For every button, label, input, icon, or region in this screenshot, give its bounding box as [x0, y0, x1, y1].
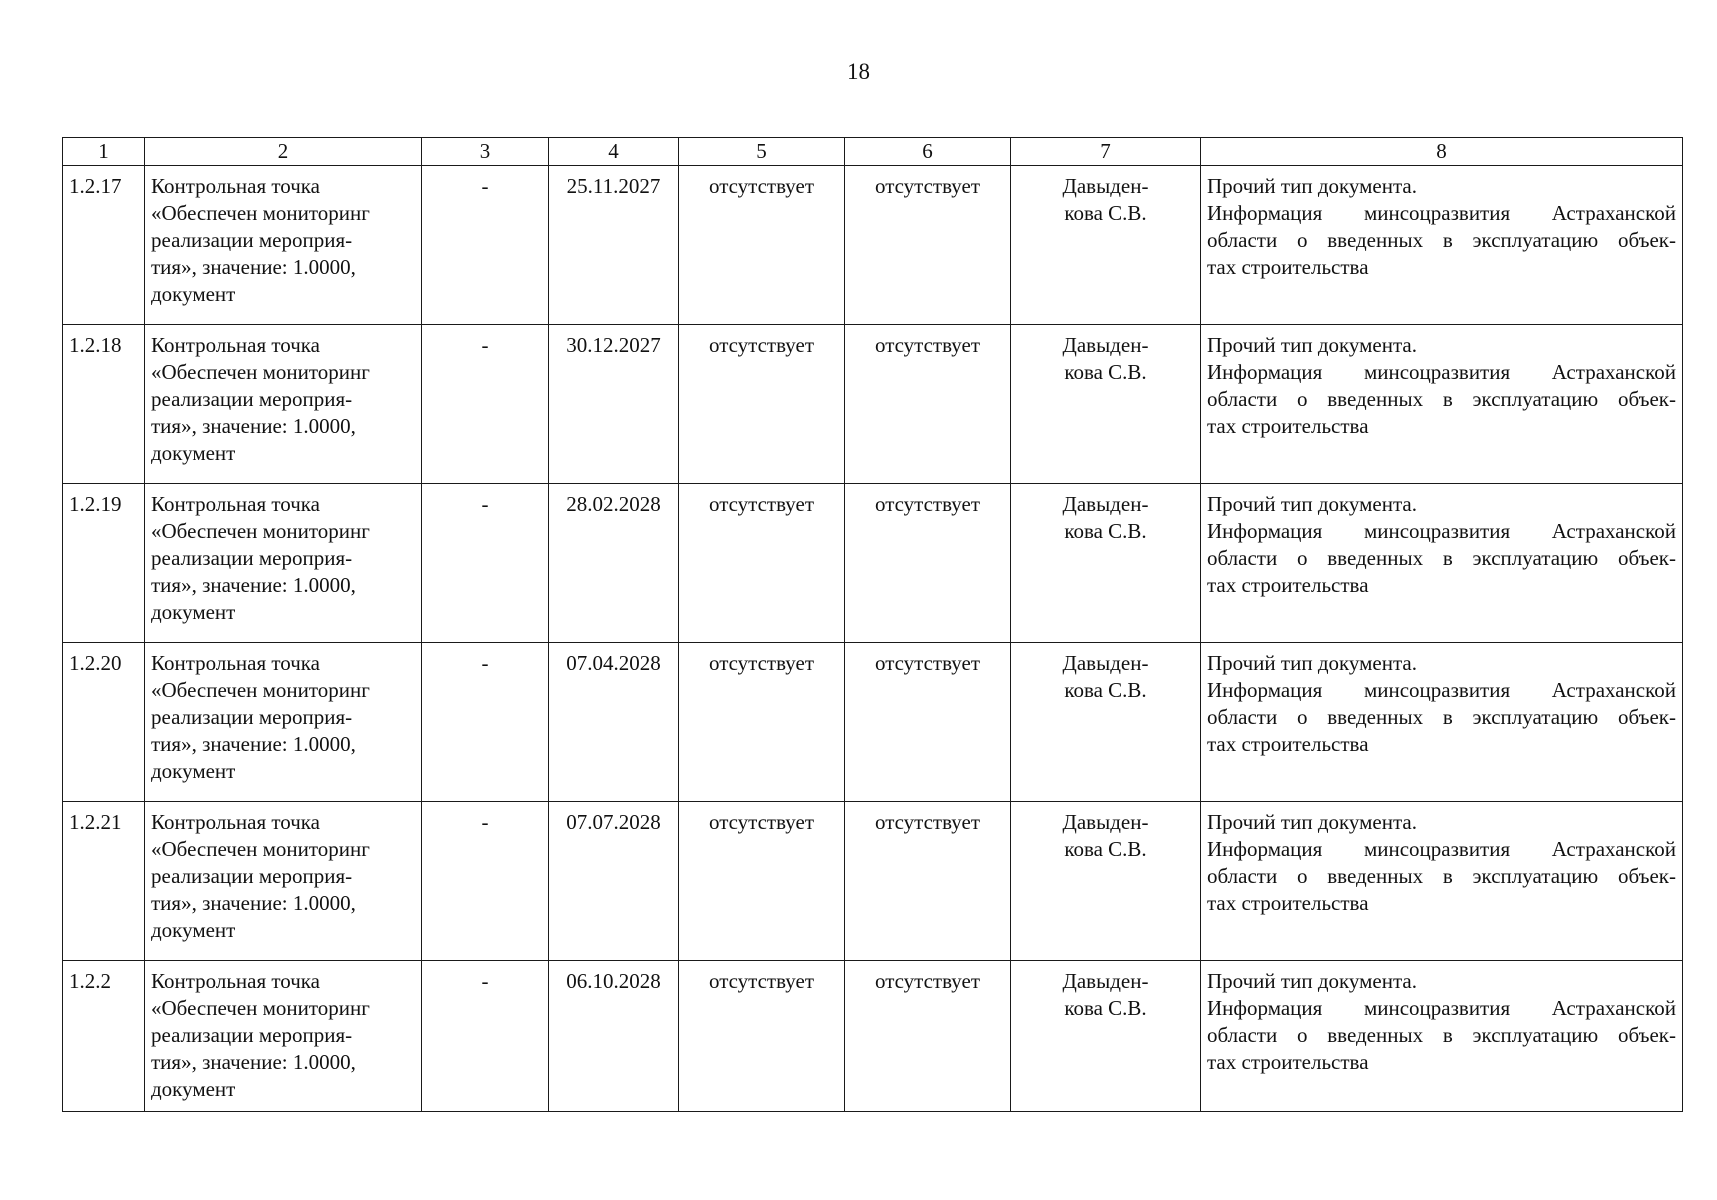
- column-6-value: отсутствует: [845, 484, 1011, 643]
- person-line: кова С.В.: [1064, 201, 1147, 225]
- name-line: тия», значение: 1.0000,: [151, 891, 356, 915]
- table-row: [63, 961, 1683, 1112]
- document-type: Прочий тип документа.: [1207, 969, 1417, 993]
- row-number: 1.2.2: [63, 961, 145, 1112]
- table-row: [63, 802, 1683, 961]
- control-point-name: [145, 484, 422, 643]
- document-info-line: Информация минсоцразвития Астраханской: [1207, 519, 1676, 543]
- document-description: [1201, 802, 1683, 961]
- name-line: тия», значение: 1.0000,: [151, 1050, 356, 1074]
- control-point-name: [145, 802, 422, 961]
- header-row: [63, 138, 1683, 166]
- document-type: Прочий тип документа.: [1207, 810, 1417, 834]
- column-3-value: -: [422, 484, 549, 643]
- document-description: [1201, 325, 1683, 484]
- name-line: реализации мероприя-: [151, 546, 353, 570]
- name-line: тия», значение: 1.0000,: [151, 732, 356, 756]
- person-line: кова С.В.: [1064, 837, 1147, 861]
- column-6-value: отсутствует: [845, 166, 1011, 325]
- name-line: документ: [151, 441, 236, 465]
- column-5-value: отсутствует: [679, 325, 845, 484]
- column-header-4: 4: [549, 138, 679, 166]
- document-type: Прочий тип документа.: [1207, 651, 1417, 675]
- row-number: 1.2.19: [63, 484, 145, 643]
- column-5-value: отсутствует: [679, 802, 845, 961]
- page-number: 18: [847, 59, 870, 84]
- person-line: Давыден-: [1062, 810, 1149, 834]
- name-line: Контрольная точка: [151, 810, 321, 834]
- column-header-7: 7: [1011, 138, 1201, 166]
- column-5-value: отсутствует: [679, 166, 845, 325]
- column-3-value: -: [422, 643, 549, 802]
- document-type: Прочий тип документа.: [1207, 174, 1417, 198]
- column-header-5: 5: [679, 138, 845, 166]
- column-5-value: отсутствует: [679, 643, 845, 802]
- document-info-line: тах строительства: [1207, 573, 1369, 597]
- column-3-value: -: [422, 325, 549, 484]
- name-line: документ: [151, 759, 236, 783]
- document-info-line: области о введенных в эксплуатацию объек-: [1207, 546, 1676, 570]
- person-line: кова С.В.: [1064, 360, 1147, 384]
- column-header-2: 2: [145, 138, 422, 166]
- name-line: «Обеспечен мониторинг: [151, 360, 370, 384]
- document-info-line: тах строительства: [1207, 732, 1369, 756]
- column-header-3: 3: [422, 138, 549, 166]
- due-date: 06.10.2028: [549, 961, 679, 1112]
- name-line: Контрольная точка: [151, 492, 321, 516]
- name-line: документ: [151, 282, 236, 306]
- document-info-line: тах строительства: [1207, 414, 1369, 438]
- document-info-line: области о введенных в эксплуатацию объек-: [1207, 1023, 1676, 1047]
- column-header-1: 1: [63, 138, 145, 166]
- name-line: Контрольная точка: [151, 333, 321, 357]
- person-line: кова С.В.: [1064, 996, 1147, 1020]
- name-line: документ: [151, 1077, 236, 1101]
- person-line: кова С.В.: [1064, 678, 1147, 702]
- column-3-value: -: [422, 802, 549, 961]
- name-line: тия», значение: 1.0000,: [151, 255, 356, 279]
- due-date: 07.07.2028: [549, 802, 679, 961]
- column-6-value: отсутствует: [845, 643, 1011, 802]
- person-line: Давыден-: [1062, 651, 1149, 675]
- column-6-value: отсутствует: [845, 802, 1011, 961]
- due-date: 28.02.2028: [549, 484, 679, 643]
- document-description: [1201, 484, 1683, 643]
- document-info-line: Информация минсоцразвития Астраханской: [1207, 201, 1676, 225]
- name-line: тия», значение: 1.0000,: [151, 414, 356, 438]
- name-line: реализации мероприя-: [151, 228, 353, 252]
- document-info-line: области о введенных в эксплуатацию объек-: [1207, 228, 1676, 252]
- control-point-name: [145, 325, 422, 484]
- responsible-person: [1011, 643, 1201, 802]
- column-header-8: 8: [1201, 138, 1683, 166]
- document-description: [1201, 961, 1683, 1112]
- column-3-value: -: [422, 166, 549, 325]
- document-info-line: тах строительства: [1207, 255, 1369, 279]
- row-number: 1.2.21: [63, 802, 145, 961]
- document-info-line: Информация минсоцразвития Астраханской: [1207, 996, 1676, 1020]
- document-info-line: тах строительства: [1207, 891, 1369, 915]
- row-number: 1.2.18: [63, 325, 145, 484]
- table-row: [63, 484, 1683, 643]
- name-line: «Обеспечен мониторинг: [151, 201, 370, 225]
- responsible-person: [1011, 961, 1201, 1112]
- name-line: тия», значение: 1.0000,: [151, 573, 356, 597]
- name-line: Контрольная точка: [151, 651, 321, 675]
- person-line: Давыден-: [1062, 333, 1149, 357]
- responsible-person: [1011, 166, 1201, 325]
- document-info-line: области о введенных в эксплуатацию объек-: [1207, 705, 1676, 729]
- name-line: документ: [151, 918, 236, 942]
- document-info-line: тах строительства: [1207, 1050, 1369, 1074]
- column-header-6: 6: [845, 138, 1011, 166]
- name-line: «Обеспечен мониторинг: [151, 996, 370, 1020]
- control-point-name: [145, 643, 422, 802]
- name-line: реализации мероприя-: [151, 387, 353, 411]
- name-line: «Обеспечен мониторинг: [151, 519, 370, 543]
- row-number: 1.2.17: [63, 166, 145, 325]
- responsible-person: [1011, 325, 1201, 484]
- document-description: [1201, 643, 1683, 802]
- name-line: Контрольная точка: [151, 969, 321, 993]
- name-line: реализации мероприя-: [151, 1023, 353, 1047]
- row-number: 1.2.20: [63, 643, 145, 802]
- person-line: кова С.В.: [1064, 519, 1147, 543]
- name-line: Контрольная точка: [151, 174, 321, 198]
- document-info-line: области о введенных в эксплуатацию объек-: [1207, 864, 1676, 888]
- name-line: реализации мероприя-: [151, 705, 353, 729]
- document-type: Прочий тип документа.: [1207, 333, 1417, 357]
- responsible-person: [1011, 484, 1201, 643]
- name-line: документ: [151, 600, 236, 624]
- document-info-line: Информация минсоцразвития Астраханской: [1207, 678, 1676, 702]
- name-line: реализации мероприя-: [151, 864, 353, 888]
- responsible-person: [1011, 802, 1201, 961]
- table-row: [63, 166, 1683, 325]
- due-date: 07.04.2028: [549, 643, 679, 802]
- column-6-value: отсутствует: [845, 961, 1011, 1112]
- table-row: [63, 325, 1683, 484]
- name-line: «Обеспечен мониторинг: [151, 837, 370, 861]
- document-description: [1201, 166, 1683, 325]
- document-info-line: области о введенных в эксплуатацию объек-: [1207, 387, 1676, 411]
- document-info-line: Информация минсоцразвития Астраханской: [1207, 360, 1676, 384]
- table-row: [63, 643, 1683, 802]
- column-5-value: отсутствует: [679, 484, 845, 643]
- control-point-name: [145, 961, 422, 1112]
- due-date: 30.12.2027: [549, 325, 679, 484]
- column-5-value: отсутствует: [679, 961, 845, 1112]
- column-3-value: -: [422, 961, 549, 1112]
- name-line: «Обеспечен мониторинг: [151, 678, 370, 702]
- document-info-line: Информация минсоцразвития Астраханской: [1207, 837, 1676, 861]
- control-point-name: [145, 166, 422, 325]
- due-date: 25.11.2027: [549, 166, 679, 325]
- person-line: Давыден-: [1062, 492, 1149, 516]
- person-line: Давыден-: [1062, 174, 1149, 198]
- control-points-table: [62, 137, 1683, 1112]
- column-6-value: отсутствует: [845, 325, 1011, 484]
- document-type: Прочий тип документа.: [1207, 492, 1417, 516]
- person-line: Давыден-: [1062, 969, 1149, 993]
